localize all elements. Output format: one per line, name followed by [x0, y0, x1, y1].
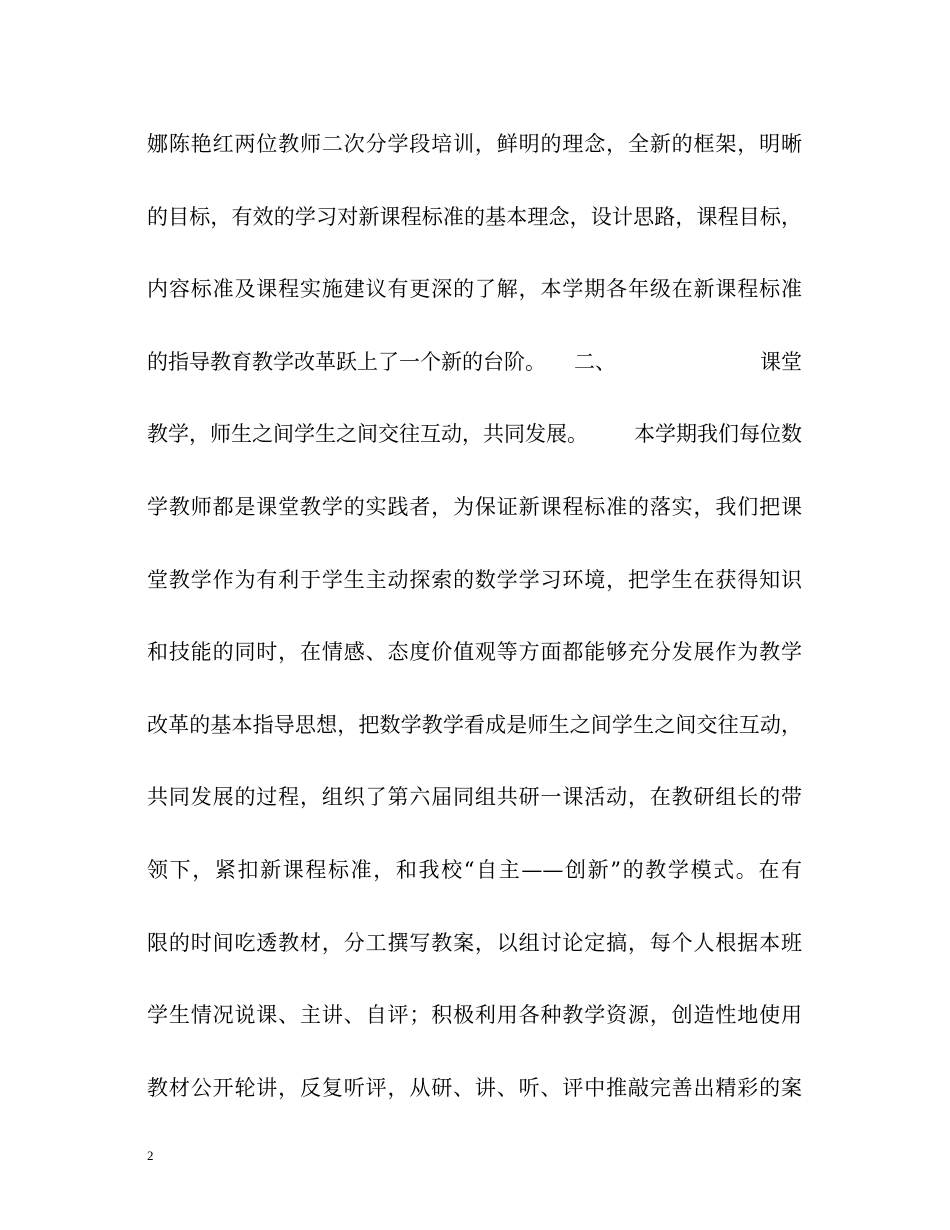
- section-heading-start: 课堂: [760, 349, 802, 374]
- text-line: 教材公开轮讲，反复听评，从研、讲、听、评中推敲完善出精彩的案: [147, 1075, 802, 1100]
- text-line: 限的时间吃透教材，分工撰写教案，以组讨论定搞，每个人根据本班: [147, 930, 802, 955]
- text-line: 和技能的同时，在情感、态度价值观等方面都能够充分发展作为教学: [147, 640, 802, 665]
- text-line: 领下，紧扣新课程标准，和我校“自主——创新”的教学模式。在有: [147, 857, 802, 882]
- text-line: 娜陈艳红两位教师二次分学段培训，鲜明的理念，全新的框架，明晰: [147, 132, 802, 156]
- section-heading-end: 教学，师生之间学生之间交往互动，共同发展。: [147, 422, 588, 447]
- page-number: 2: [147, 1148, 154, 1163]
- text-line: 内容标准及课程实施建议有更深的了解，本学期各年级在新课程标准: [147, 277, 802, 302]
- text-segment: 本学期我们每位数: [634, 422, 802, 447]
- text-line-with-heading: [147, 340, 802, 413]
- text-line: 共同发展的过程，组织了第六届同组共研一课活动，在教研组长的带: [147, 785, 802, 810]
- section-number: 二、: [574, 349, 616, 374]
- text-line: 的目标，有效的学习对新课程标准的基本理念，设计思路，课程目标，: [147, 204, 802, 229]
- text-segment: 的指导教育教学改革跃上了一个新的台阶。: [147, 349, 546, 374]
- text-line: 学生情况说课、主讲、自评；积极利用各种教学资源，创造性地使用: [147, 1003, 802, 1028]
- text-line: 堂教学作为有利于学生主动探索的数学学习环境，把学生在获得知识: [147, 567, 802, 592]
- text-line: 改革的基本指导思想，把数学教学看成是师生之间学生之间交往互动，: [147, 712, 802, 737]
- text-line: 学教师都是课堂教学的实践者，为保证新课程标准的落实，我们把课: [147, 494, 802, 519]
- text-line-with-heading: [147, 412, 802, 485]
- body-text: [147, 122, 802, 1138]
